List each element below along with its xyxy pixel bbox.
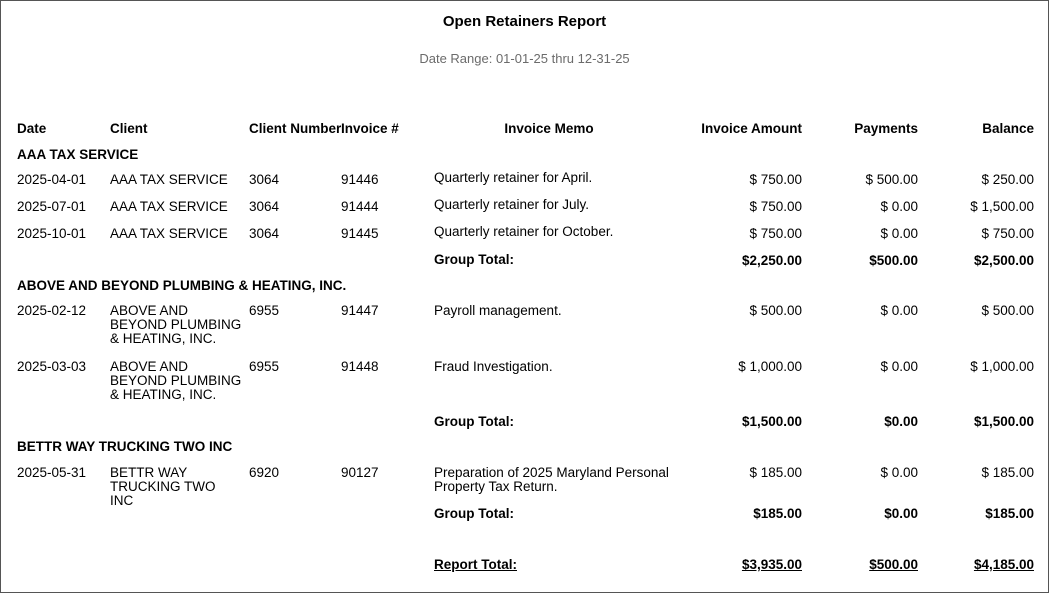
group-total-amount: $1,500.00	[741, 414, 802, 429]
row-memo: Quarterly retainer for October.	[434, 224, 614, 239]
row-payments: $ 500.00	[865, 172, 918, 187]
row-amount: $ 500.00	[749, 303, 802, 318]
row-date: 2025-02-12	[17, 303, 87, 318]
group-total-payments: $0.00	[884, 414, 918, 429]
header-payments: Payments	[854, 121, 918, 136]
row-balance: $ 500.00	[981, 303, 1034, 318]
header-date: Date	[17, 121, 47, 136]
group-total-payments: $500.00	[869, 253, 918, 268]
header-client: Client	[110, 121, 148, 136]
row-client: ABOVE AND BEYOND PLUMBING & HEATING, INC.	[110, 303, 242, 346]
row-memo: Fraud Investigation.	[434, 359, 553, 374]
row-invoice: 91448	[341, 359, 379, 374]
row-client: AAA TAX SERVICE	[110, 226, 228, 241]
header-invoice-memo: Invoice Memo	[504, 121, 594, 136]
row-invoice: 91446	[341, 172, 379, 187]
row-amount: $ 185.00	[749, 465, 802, 480]
row-invoice: 90127	[341, 465, 379, 480]
row-memo: Quarterly retainer for July.	[434, 197, 590, 212]
row-client-number: 3064	[249, 199, 280, 214]
row-date: 2025-07-01	[17, 199, 87, 214]
group-header: AAA TAX SERVICE	[17, 147, 139, 162]
report-total-payments: $500.00	[869, 557, 918, 572]
row-client-number: 3064	[249, 172, 280, 187]
row-date: 2025-03-03	[17, 359, 87, 374]
row-client: AAA TAX SERVICE	[110, 172, 228, 187]
row-balance: $ 1,500.00	[970, 199, 1034, 214]
row-amount: $ 750.00	[749, 199, 802, 214]
row-balance: $ 185.00	[981, 465, 1034, 480]
header-invoice-amount: Invoice Amount	[701, 121, 802, 136]
group-header: ABOVE AND BEYOND PLUMBING & HEATING, INC.	[17, 278, 347, 293]
group-total-balance: $1,500.00	[973, 414, 1034, 429]
row-client: AAA TAX SERVICE	[110, 199, 228, 214]
row-payments: $ 0.00	[880, 226, 918, 241]
row-memo: Quarterly retainer for April.	[434, 170, 593, 185]
date-range: Date Range: 01-01-25 thru 12-31-25	[419, 51, 630, 66]
row-date: 2025-05-31	[17, 465, 87, 480]
row-balance: $ 1,000.00	[970, 359, 1034, 374]
header-invoice: Invoice #	[341, 121, 399, 136]
row-amount: $ 1,000.00	[738, 359, 802, 374]
row-balance: $ 750.00	[981, 226, 1034, 241]
header-client-number: Client Number	[249, 121, 342, 136]
group-total-amount: $185.00	[753, 506, 802, 521]
group-total-label: Group Total:	[434, 252, 514, 267]
row-client-number: 3064	[249, 226, 280, 241]
row-payments: $ 0.00	[880, 465, 918, 480]
row-payments: $ 0.00	[880, 359, 918, 374]
row-payments: $ 0.00	[880, 199, 918, 214]
group-total-payments: $0.00	[884, 506, 918, 521]
row-client: ABOVE AND BEYOND PLUMBING & HEATING, INC.	[110, 359, 242, 402]
header-balance: Balance	[982, 121, 1034, 136]
report-total-label: Report Total:	[434, 557, 517, 572]
row-invoice: 91445	[341, 226, 379, 241]
row-balance: $ 250.00	[981, 172, 1034, 187]
group-total-amount: $2,250.00	[741, 253, 802, 268]
row-amount: $ 750.00	[749, 172, 802, 187]
report-total-balance: $4,185.00	[973, 557, 1034, 572]
report-total-amount: $3,935.00	[741, 557, 802, 572]
group-header: BETTR WAY TRUCKING TWO INC	[17, 439, 233, 454]
row-memo: Preparation of 2025 Maryland Personal Property Tax Return.	[434, 465, 669, 494]
group-total-balance: $185.00	[985, 506, 1034, 521]
row-invoice: 91447	[341, 303, 379, 318]
row-invoice: 91444	[341, 199, 379, 214]
group-total-balance: $2,500.00	[973, 253, 1034, 268]
row-client-number: 6955	[249, 359, 280, 374]
group-total-label: Group Total:	[434, 506, 514, 521]
row-amount: $ 750.00	[749, 226, 802, 241]
row-client-number: 6955	[249, 303, 280, 318]
row-client: BETTR WAY TRUCKING TWO INC	[110, 465, 216, 508]
row-date: 2025-04-01	[17, 172, 87, 187]
group-total-label: Group Total:	[434, 414, 514, 429]
row-memo: Payroll management.	[434, 303, 562, 318]
report-title: Open Retainers Report	[442, 13, 607, 30]
row-date: 2025-10-01	[17, 226, 87, 241]
row-client-number: 6920	[249, 465, 280, 480]
row-payments: $ 0.00	[880, 303, 918, 318]
